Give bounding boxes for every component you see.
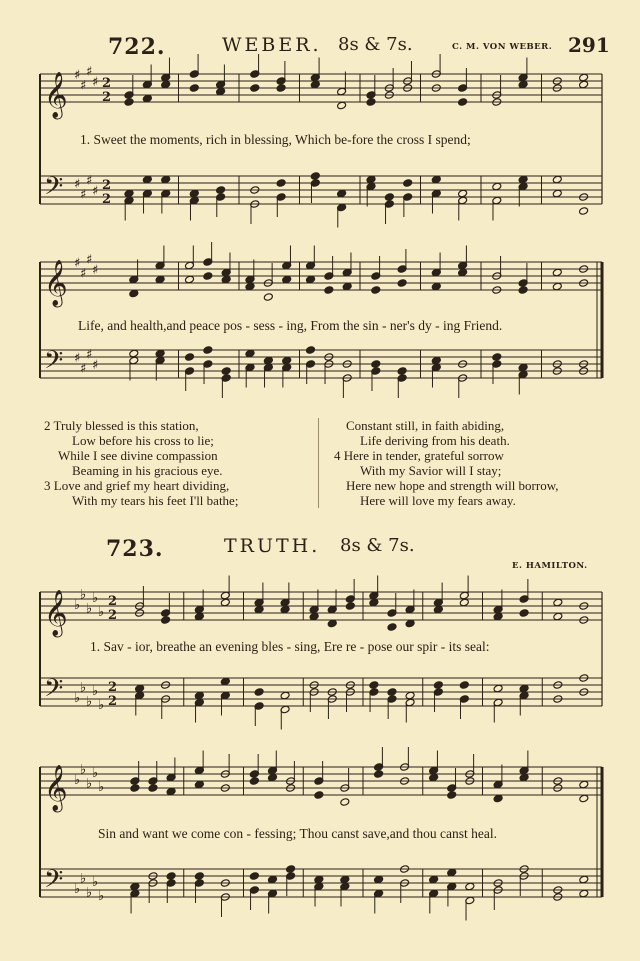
flat-icon: ♭ (92, 875, 99, 890)
note-head (518, 175, 528, 184)
note-head (552, 175, 562, 184)
note-head (286, 865, 296, 874)
note-head (221, 275, 231, 284)
sharp-icon: ♯ (86, 252, 93, 268)
note-head (465, 882, 475, 891)
verse-divider (318, 418, 319, 508)
note-head (493, 794, 503, 803)
note-head (276, 179, 286, 188)
sharp-icon: ♯ (92, 263, 99, 278)
note-head (431, 356, 441, 365)
note-head (124, 98, 134, 107)
note-head (552, 268, 562, 277)
verse-line: 3 Love and grief my heart dividing, (44, 478, 230, 493)
note-head (518, 363, 528, 372)
note-head (220, 677, 230, 686)
note-head (129, 349, 139, 358)
note-head (249, 777, 259, 786)
note-head (371, 286, 381, 295)
flat-icon: ♭ (74, 773, 81, 788)
note-head (161, 616, 171, 625)
sharp-icon: ♯ (74, 256, 81, 271)
treble-clef-icon: 𝄞 (44, 590, 68, 636)
note-head (369, 598, 379, 607)
sharp-icon: ♯ (92, 358, 99, 373)
note-head (492, 182, 502, 191)
note-head (314, 791, 324, 800)
flat-icon: ♭ (98, 780, 105, 795)
flat-icon: ♭ (92, 591, 99, 606)
note-head (369, 681, 379, 690)
note-head (552, 189, 562, 198)
note-head (216, 186, 226, 195)
time-signature: 2 (108, 608, 118, 623)
flat-icon: ♭ (98, 605, 105, 620)
note-head (340, 875, 350, 884)
note-head (397, 279, 407, 288)
flat-icon: ♭ (98, 698, 105, 713)
note-head (458, 189, 468, 198)
note-head (314, 875, 324, 884)
time-signature: 2 (102, 192, 112, 207)
note-head (518, 80, 528, 89)
note-head (374, 770, 384, 779)
sharp-icon: ♯ (80, 78, 87, 94)
verse-line: While I see divine compassion (58, 448, 218, 463)
note-head (245, 349, 255, 358)
note-head (579, 207, 589, 216)
verse-line: With my tears his feet I'll bathe; (72, 493, 239, 508)
verse-line: Here will love my fears away. (360, 493, 516, 508)
note-head (458, 98, 468, 107)
sharp-icon: ♯ (74, 68, 81, 83)
time-signature: 2 (108, 680, 118, 695)
bass-clef-icon: 𝄢 (44, 172, 64, 207)
bass-clef-icon: 𝄢 (44, 865, 64, 900)
note-head (220, 598, 230, 607)
flat-icon: ♭ (92, 684, 99, 699)
note-head (310, 80, 320, 89)
time-signature: 2 (102, 178, 112, 193)
sharp-icon: ♯ (86, 64, 93, 80)
note-head (142, 94, 152, 103)
verse-line: Beaming in his gracious eye. (72, 463, 223, 478)
flat-icon: ♭ (80, 587, 87, 603)
note-head (203, 272, 213, 281)
note-head (130, 882, 140, 891)
note-head (221, 367, 231, 376)
note-head (552, 282, 562, 291)
note-head (254, 688, 264, 697)
note-head (519, 609, 529, 618)
note-head (519, 773, 529, 782)
flat-icon: ♭ (86, 601, 93, 617)
flat-icon: ♭ (98, 889, 105, 904)
note-head (280, 691, 290, 700)
sharp-icon: ♯ (74, 351, 81, 366)
note-head (148, 784, 158, 793)
note-head (250, 84, 260, 93)
note-head (130, 784, 140, 793)
note-head (431, 282, 441, 291)
time-signature: 2 (102, 76, 112, 91)
lyric-line: Life, and health,and peace pos - sess - ing, From the sin - ner's dy - ing Friend. (78, 318, 503, 333)
verse-line: Constant still, in faith abiding, (346, 418, 505, 433)
note-head (579, 889, 589, 898)
note-head (579, 875, 589, 884)
treble-clef-icon: 𝄞 (44, 72, 68, 118)
note-head (433, 681, 443, 690)
flat-icon: ♭ (92, 766, 99, 781)
sharp-icon: ♯ (86, 173, 93, 189)
note-head (342, 282, 352, 291)
note-head (129, 289, 139, 298)
note-head (254, 605, 264, 614)
note-head (397, 367, 407, 376)
note-head (433, 605, 443, 614)
flat-icon: ♭ (74, 882, 81, 897)
note-head (405, 619, 415, 628)
hymn-number: 723. (106, 536, 164, 562)
note-head (429, 875, 439, 884)
note-head (310, 172, 320, 181)
lyric-line: 1. Sav - ior, breathe an evening bles - sing, Ere re - pose our spir - its seal: (90, 639, 490, 654)
meter: 8s & 7s. (338, 34, 413, 55)
note-head (493, 612, 503, 621)
flat-icon: ♭ (80, 762, 87, 778)
note-head (459, 681, 469, 690)
verse-line: 2 Truly blessed is this station, (44, 418, 199, 433)
page-number: 291 (568, 33, 610, 57)
note-head (267, 875, 277, 884)
note-head (553, 598, 563, 607)
note-head (387, 623, 397, 632)
verse-line: Life deriving from his death. (360, 433, 510, 448)
note-head (166, 787, 176, 796)
hymn-number: 722. (108, 34, 166, 60)
note-head (447, 868, 457, 877)
time-signature: 2 (108, 694, 118, 709)
note-head (492, 353, 502, 362)
note-head (337, 189, 347, 198)
note-head (245, 282, 255, 291)
note-head (282, 275, 292, 284)
note-head (216, 87, 226, 96)
note-head (249, 872, 259, 881)
note-head (340, 798, 350, 807)
sharp-icon: ♯ (80, 266, 87, 282)
note-head (282, 356, 292, 365)
note-head (155, 349, 165, 358)
note-head (280, 605, 290, 614)
note-head (429, 773, 439, 782)
note-head (431, 175, 441, 184)
composer: E. HAMILTON. (512, 561, 588, 571)
sharp-icon: ♯ (80, 361, 87, 377)
sharp-icon: ♯ (86, 347, 93, 363)
treble-clef-icon: 𝄞 (44, 765, 68, 811)
note-head (309, 612, 319, 621)
note-head (458, 268, 468, 277)
note-head (447, 791, 457, 800)
meter: 8s & 7s. (340, 535, 415, 556)
note-head (459, 598, 469, 607)
note-head (579, 73, 589, 82)
note-head (124, 189, 134, 198)
note-head (194, 612, 204, 621)
flat-icon: ♭ (80, 680, 87, 696)
note-head (579, 780, 589, 789)
flat-icon: ♭ (74, 598, 81, 613)
note-head (306, 346, 316, 355)
note-head (263, 293, 273, 302)
sharp-icon: ♯ (74, 177, 81, 192)
note-head (306, 275, 316, 284)
note-head (263, 356, 273, 365)
note-head (189, 84, 199, 93)
sharp-icon: ♯ (92, 184, 99, 199)
note-head (189, 189, 199, 198)
note-head (142, 175, 152, 184)
lyric-line: 1. Sweet the moments, rich in blessing, Which be-fore the cross I spend; (80, 132, 471, 147)
note-head (553, 612, 563, 621)
note-head (405, 691, 415, 700)
note-head (185, 275, 195, 284)
note-head (135, 684, 145, 693)
note-head (518, 286, 528, 295)
sharp-icon: ♯ (80, 187, 87, 203)
note-head (203, 346, 213, 355)
note-head (519, 684, 529, 693)
note-head (579, 794, 589, 803)
bass-clef-icon: 𝄢 (44, 346, 64, 381)
tune-name: WEBER. (222, 34, 322, 56)
note-head (155, 275, 165, 284)
note-head (366, 175, 376, 184)
note-head (384, 193, 394, 202)
note-head (371, 360, 381, 369)
verse-line: With my Savior will I stay; (360, 463, 502, 478)
note-head (324, 286, 334, 295)
note-head (161, 80, 171, 89)
verse-line: Low before his cross to lie; (72, 433, 214, 448)
note-head (194, 780, 204, 789)
verse-line: 4 Here in tender, grateful sorrow (334, 448, 504, 463)
note-head (166, 872, 176, 881)
note-head (366, 98, 376, 107)
flat-icon: ♭ (80, 871, 87, 887)
bass-clef-icon: 𝄢 (44, 674, 64, 709)
note-head (403, 179, 413, 188)
note-head (493, 684, 503, 693)
flat-icon: ♭ (86, 694, 93, 710)
note-head (194, 872, 204, 881)
note-head (579, 80, 589, 89)
lyric-line: Sin and want we come con - fessing; Thou canst save,and thou canst heal. (98, 826, 498, 841)
note-head (327, 619, 337, 628)
time-signature: 2 (108, 594, 118, 609)
verse-line: Here new hope and strength will borrow, (346, 478, 559, 493)
note-head (345, 602, 355, 611)
verse-column-left (44, 418, 238, 508)
note-head (337, 101, 347, 110)
note-head (276, 84, 286, 93)
note-head (387, 688, 397, 697)
tune-name: TRUTH. (224, 535, 321, 557)
flat-icon: ♭ (86, 776, 93, 792)
note-head (267, 773, 277, 782)
note-head (185, 353, 195, 362)
treble-clef-icon: 𝄞 (44, 260, 68, 306)
composer: C. M. VON WEBER. (452, 42, 553, 52)
flat-icon: ♭ (74, 691, 81, 706)
note-head (374, 875, 384, 884)
verse-column-right (334, 418, 559, 508)
time-signature: 2 (102, 90, 112, 105)
note-head (161, 175, 171, 184)
note-head (194, 691, 204, 700)
sharp-icon: ♯ (92, 75, 99, 90)
flat-icon: ♭ (86, 885, 93, 901)
